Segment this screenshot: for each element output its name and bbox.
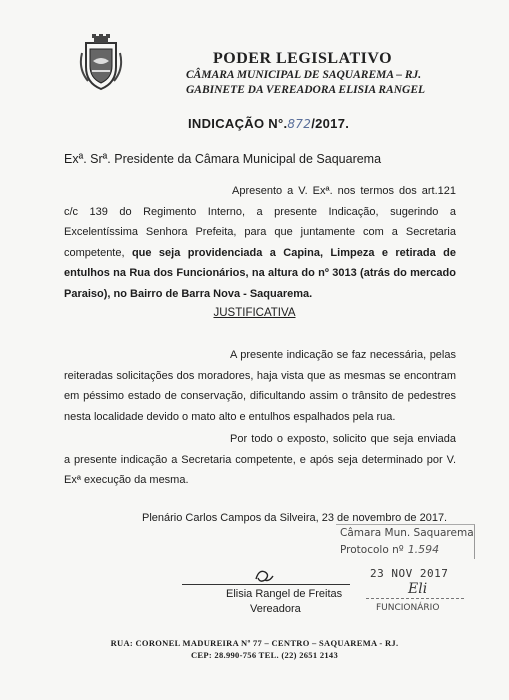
stamp-date: 23 NOV 2017 — [370, 567, 449, 580]
footer-address: RUA: CORONEL MADUREIRA Nº 77 – CENTRO – SAQUAREMA - RJ. — [110, 638, 399, 648]
header-office: GABINETE DA VEREADORA ELISIA RANGEL — [186, 84, 426, 96]
indicacao-year: /2017. — [311, 116, 350, 131]
salutation: Exª. Srª. Presidente da Câmara Municipal de Saquarema — [64, 152, 382, 166]
paragraph-request-lead: Apresento a V. Exª. nos termos dos art.121 c/c 139 do Regimento Interno, a presente Indicação, sugerindo a Excelentíssima Senhora Prefeita, para que juntamente com a Secretaria competente, — [64, 185, 456, 259]
indicacao-prefix: INDICAÇÃO N°. — [188, 116, 288, 131]
stamp-protocol — [340, 543, 439, 556]
signature-icon — [253, 567, 275, 585]
stamp-protocol-label: Protocolo nº — [340, 544, 404, 556]
paragraph-justification — [64, 345, 456, 427]
paragraph-request-bold: que seja providenciada a Capina, Limpeza e retirada de entulhos na Rua dos Funcionários, na altura do nº 3013 (atrás do mercado Paraiso), no Bairro de Barra Nova - Saquarema. — [64, 246, 456, 300]
paragraph-closing-text: Por todo o exposto, solicito que seja enviada a presente indicação a Secretaria competente, e após seja determinado por V. Exª execução da mesma. — [64, 433, 456, 486]
indicacao-title — [188, 116, 349, 131]
signature-line — [182, 584, 350, 585]
dateline: Plenário Carlos Campos da Silveira, 23 de novembro de 2017. — [142, 512, 448, 524]
stamp-initials: Eli — [408, 581, 428, 597]
paragraph-closing — [64, 429, 456, 491]
signature-name: Elisia Rangel de Freitas — [226, 588, 343, 600]
stamp-chamber: Câmara Mun. Saquarema — [340, 527, 474, 539]
signature-role: Vereadora — [250, 603, 301, 615]
stamp-protocol-number: 1.594 — [407, 543, 440, 556]
indicacao-number: 872 — [287, 117, 312, 131]
header-chamber: CÂMARA MUNICIPAL DE SAQUAREMA – RJ. — [186, 69, 422, 81]
coat-of-arms-icon — [78, 33, 124, 93]
justificativa-heading: JUSTIFICATIVA — [213, 307, 296, 319]
paragraph-justification-text: A presente indicação se faz necessária, pelas reiteradas solicitações dos moradores, haja vista que as mesmas se encontram em péssimo estado de conservação, dificultando assim o trânsito de pedestres nesta localidade devido o mato alto e entulhos espalhados pela rua. — [64, 349, 456, 423]
header-title: PODER LEGISLATIVO — [213, 50, 393, 67]
stamp-divider — [366, 598, 464, 599]
stamp-role: FUNCIONÁRIO — [376, 603, 440, 613]
paragraph-request — [64, 181, 456, 304]
footer-contact: CEP: 28.990-756 TEL. (22) 2651 2143 — [190, 650, 339, 660]
